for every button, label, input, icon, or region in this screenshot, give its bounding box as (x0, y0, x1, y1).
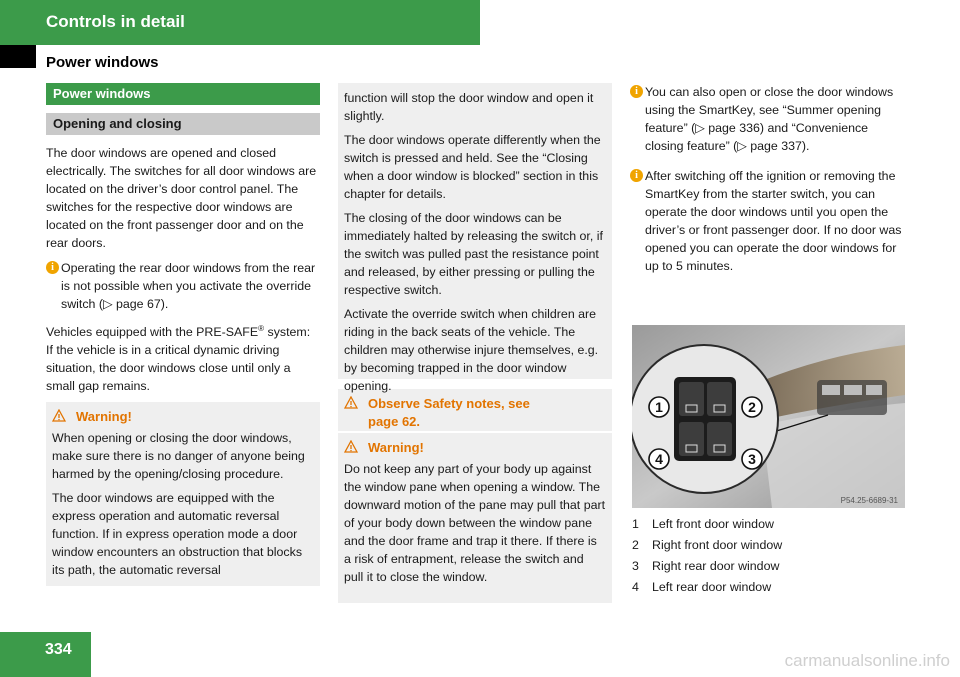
warning-heading: Warning! (344, 439, 606, 457)
warning-text: The door windows are equipped with the express operation and automatic reversal function. If in express operation mode a door window encounters an obstruction that blocks its path, the automatic reversal (52, 491, 303, 578)
info-note (630, 167, 908, 275)
svg-text:1: 1 (655, 399, 663, 415)
chapter-title: Controls in detail (46, 12, 185, 31)
legend-item: 4 Left rear door window (632, 580, 772, 594)
section-heading: Power windows (46, 83, 320, 105)
info-note-text: Operating the rear door windows from the rear is not possible when you activate the override switch (▷ page 67). (61, 261, 316, 311)
warning-triangle-icon (52, 409, 66, 422)
info-note (630, 83, 908, 155)
legend-item: 1 Left front door window (632, 517, 774, 531)
intro-paragraph: The door windows are opened and closed electrically. The switches for all door windows are located on the driver’s door control panel. The switches for the respective door windows are located on the front passenger door and on the rear doors. (46, 146, 317, 250)
callout-3 (742, 449, 762, 469)
info-note-text: After switching off the ignition or removing the SmartKey from the starter switch, you can operate the door windows until you open the driver’s or front passenger door. If no door was opened you can operate the door windows for up to 5 minutes. (645, 169, 902, 273)
warning-text: The door windows operate differently when the switch is pressed and held. See the “Closing when a door window is blocked” section in this chapter for details. (344, 133, 601, 201)
callout-4 (649, 449, 669, 469)
warning-text: Activate the override switch when children are riding in the back seats of the vehicle. The children may otherwise injure themselves, e.g. by becoming trapped in the door window opening. (344, 307, 599, 393)
warning-text: function will stop the door window and open it slightly. (344, 91, 594, 123)
continued-warning-box (338, 83, 612, 393)
info-icon: i (46, 261, 59, 274)
safety-notes-link[interactable]: Observe Safety notes, see page 62. (368, 396, 530, 429)
safety-notes-box (338, 389, 612, 431)
warning-triangle-icon (344, 396, 358, 409)
info-icon: i (630, 85, 643, 98)
svg-text:3: 3 (748, 451, 756, 467)
warning-box (46, 402, 320, 586)
callout-2 (742, 397, 762, 417)
column-1 (46, 83, 320, 586)
watermark: carmanualsonline.info (784, 651, 950, 670)
window-switch-photo (632, 325, 905, 508)
column-2 (338, 83, 612, 603)
info-note (46, 259, 320, 313)
svg-text:2: 2 (748, 399, 756, 415)
registered-mark: ® (258, 324, 265, 333)
column-3 (630, 83, 908, 282)
legend-list (632, 515, 782, 596)
warning-triangle-icon (344, 440, 358, 453)
legend-item: 2 Right front door window (632, 538, 783, 552)
info-note-text: You can also open or close the door windows using the SmartKey, see “Summer opening feature” (▷ page 336) and “Convenience closing feature” (▷ page 337). (645, 85, 894, 153)
warning-box (338, 433, 612, 603)
svg-text:4: 4 (655, 451, 663, 467)
info-icon: i (630, 169, 643, 182)
warning-text: The closing of the door windows can be immediately halted by releasing the switch or, if the switch was pulled past the resistance point and released, by either pressing or pulling the respective switch. (344, 211, 603, 297)
header-tab (0, 45, 36, 68)
warning-heading: Warning! (52, 408, 314, 426)
warning-text: When opening or closing the door windows, make sure there is no danger of anyone being harmed by the opening/closing procedure. (52, 431, 305, 482)
page-title: Power windows (46, 54, 159, 71)
pre-safe-paragraph: Vehicles equipped with the PRE-SAFE® system: If the vehicle is in a critical dynamic driving situation, the door windows close until only a small gap remains. (46, 324, 311, 394)
image-code: P54.25-6689-31 (840, 496, 898, 505)
warning-text: Do not keep any part of your body up against the window pane when opening a window. The downward motion of the pane may pull that part of your body down between the window pane and the door frame and trap it there. If there is a risk of entrapment, release the switch and pull it to close the window. (344, 462, 606, 584)
legend-item: 3 Right rear door window (632, 559, 780, 573)
page-number: 334 (45, 641, 72, 658)
callout-1 (649, 397, 669, 417)
subsection-heading: Opening and closing (46, 113, 320, 135)
